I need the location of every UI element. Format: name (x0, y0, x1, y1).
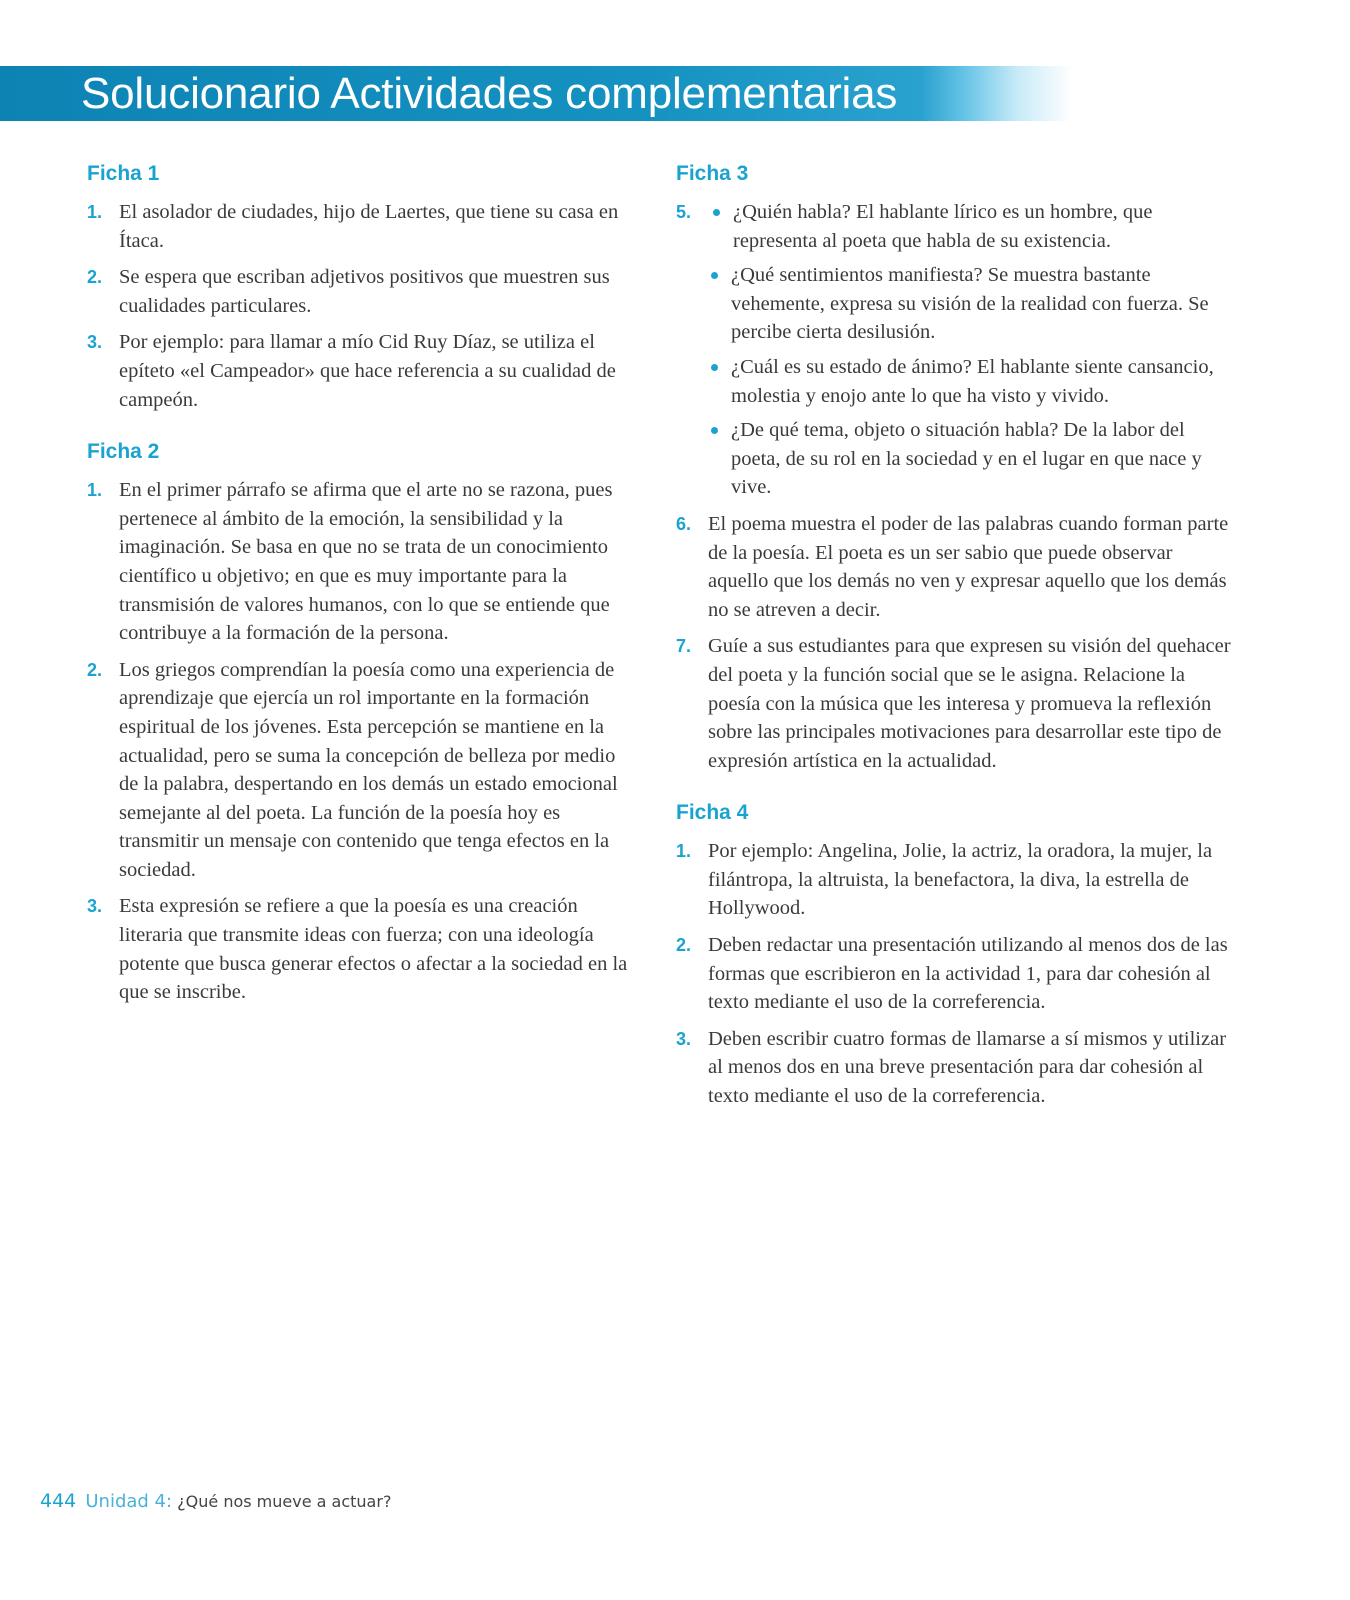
bullet-text: ¿Quién habla? El hablante lírico es un hombre, que representa al poeta que habla de su existencia. (733, 201, 1153, 252)
ficha-1-heading: Ficha 1 (87, 162, 160, 185)
item-number: 2. (676, 935, 692, 956)
item-number: 3. (87, 896, 103, 917)
left-column (87, 158, 632, 1015)
item-number: 3. (87, 332, 103, 353)
item-number: 1. (676, 841, 692, 862)
item-text: Por ejemplo: Angelina, Jolie, la actriz, la oradora, la mujer, la filántropa, la altruista, la benefactora, la diva, la estrella de Hollywood. (708, 840, 1213, 920)
bullet-item (708, 353, 1236, 410)
bullet-icon (711, 272, 718, 279)
item-text: Se espera que escriban adjetivos positivos que muestren sus cualidades particulares. (119, 266, 610, 317)
bullet-icon (711, 427, 718, 434)
section-gap (87, 422, 632, 436)
ficha-4-section (676, 797, 1236, 1110)
list-item (87, 892, 632, 1006)
list-item (676, 1025, 1236, 1111)
list-item (87, 328, 632, 414)
bullet-icon (711, 364, 718, 371)
item-number: 2. (87, 659, 103, 680)
list-item (676, 510, 1236, 624)
page-title: Solucionario Actividades complementarias (81, 69, 898, 118)
item-number: 7. (676, 636, 692, 657)
item-text: El asolador de ciudades, hijo de Laertes, que tiene su casa en Ítaca. (119, 201, 619, 252)
item-number: 5. (676, 202, 692, 222)
list-item (676, 632, 1236, 775)
item-number: 1. (87, 480, 103, 501)
ficha-2-section (87, 436, 632, 1007)
ficha-3-heading: Ficha 3 (676, 162, 749, 185)
bullet-item (708, 416, 1236, 502)
item-text: El poema muestra el poder de las palabras cuando forman parte de la poesía. El poeta es un ser sabio que puede observar aquello que los demás no ven y expresar aquello que los demás no se atreven a decir. (708, 512, 1229, 621)
list-item (676, 931, 1236, 1017)
ficha-2-heading: Ficha 2 (87, 440, 160, 464)
list-item (87, 656, 632, 885)
bullet-item (710, 198, 1236, 255)
item-text: Deben escribir cuatro formas de llamarse a sí mismos y utilizar al menos dos en una breve presentación para dar cohesión al texto mediante el uso de la correferencia. (708, 1027, 1227, 1108)
bullet-text: ¿Cuál es su estado de ánimo? El hablante siente cansancio, molestia y enojo ante lo que ha visto y vivido. (731, 355, 1214, 407)
bullet-icon (713, 209, 720, 216)
item-text: Los griegos comprendían la poesía como una experiencia de aprendizaje que ejercía un rol importante en la formación espiritual de los jóvenes. Esta percepción se mantiene en la actualidad, pero se suma la concepción de belleza por medio de la palabra, despertando en los demás un estado emocional semejante al del poeta. La función de la poesía hoy es transmitir un mensaje con contenido que tenga efectos en la sociedad. (119, 658, 618, 881)
right-column (676, 158, 1236, 1119)
item-text: En el primer párrafo se afirma que el arte no se razona, pues pertenece al ámbito de la emoción, la sensibilidad y la imaginación. Se basa en que no se trata de un conocimiento científico u objetivo; en que es muy importante para la transmisión de valores humanos, con lo que se entiende que contribuye a la formación de la persona. (119, 479, 613, 645)
list-item (87, 198, 632, 255)
item-number: 1. (87, 202, 103, 222)
page-number: 444 (40, 1490, 77, 1512)
item-number: 6. (676, 513, 692, 534)
item-text: Guíe a sus estudiantes para que expresen su visión del quehacer del poeta y la función social que se le asigna. Relacione la poesía con la música que les interesa y promueva la reflexión sobre las principales motivaciones para desarrollar este tipo de expresión artística en la actualidad. (708, 635, 1231, 772)
unit-label: Unidad 4: (85, 1491, 173, 1512)
item-number: 2. (87, 267, 103, 288)
item-text: Por ejemplo: para llamar a mío Cid Ruy Díaz, se utiliza el epíteto «el Campeador» que hace referencia a su cualidad de campeón. (119, 331, 616, 411)
page-footer (40, 1490, 391, 1512)
bullet-text: ¿De qué tema, objeto o situación habla? De la labor del poeta, de su rol en la sociedad y en el lugar en que nace y vive. (731, 419, 1202, 499)
item-text: Esta expresión se refiere a que la poesía es una creación literaria que transmite ideas con fuerza; con una ideología potente que busca generar efectos o afectar a la sociedad en la que se inscribe. (119, 895, 628, 1004)
bullet-text: ¿Qué sentimientos manifiesta? Se muestra bastante vehemente, expresa su visión de la realidad con fuerza. Se percibe cierta desilusión. (731, 264, 1209, 344)
ficha-4-heading: Ficha 4 (676, 801, 749, 825)
bullet-item (708, 261, 1236, 347)
list-item (87, 263, 632, 320)
item-number: 3. (676, 1028, 692, 1049)
ficha-3-section (676, 158, 1236, 775)
unit-title: ¿Qué nos mueve a actuar? (177, 1492, 392, 1511)
ficha-1-section (87, 158, 632, 414)
item-text: Deben redactar una presentación utilizando al menos dos de las formas que escribieron en la actividad 1, para dar cohesión al texto mediante el uso de la correferencia. (708, 934, 1228, 1014)
list-item (676, 837, 1236, 923)
section-gap (676, 783, 1236, 797)
list-item (676, 198, 1236, 502)
list-item (87, 476, 632, 648)
